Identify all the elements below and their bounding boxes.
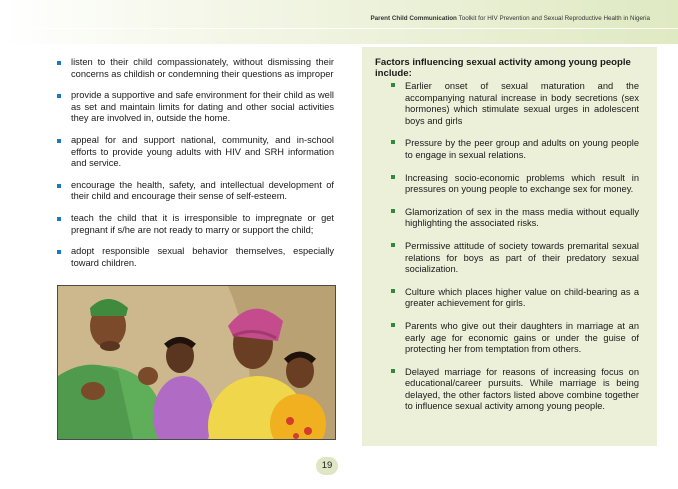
square-bullet-icon bbox=[391, 83, 395, 87]
header-band bbox=[0, 0, 678, 44]
header-title-rest: Toolkit for HIV Prevention and Sexual Reproductive Health in Nigeria bbox=[456, 15, 650, 22]
list-item: Glamorization of sex in the mass media without equally highlighting the associated risks. bbox=[391, 207, 639, 230]
square-bullet-icon bbox=[57, 184, 61, 188]
square-bullet-icon bbox=[57, 217, 61, 221]
list-item: appeal for and support national, community, and in-school efforts to provide young adults with HIV and SRH information and service. bbox=[57, 135, 334, 170]
list-item: Increasing socio-economic problems which result in pressures on young people to exchange sex for money. bbox=[391, 173, 639, 196]
square-bullet-icon bbox=[391, 140, 395, 144]
running-header bbox=[370, 15, 650, 22]
family-illustration bbox=[57, 285, 336, 440]
page-number: 19 bbox=[316, 457, 338, 475]
list-item: Pressure by the peer group and adults on young people to engage in sexual relations. bbox=[391, 138, 639, 161]
list-item: listen to their child compassionately, without dismissing their concerns as childish or condemning their questions as improper bbox=[57, 57, 334, 80]
list-item: teach the child that it is irresponsible to impregnate or get pregnant if s/he are not ready to marry or support the child; bbox=[57, 213, 334, 236]
list-item: Parents who give out their daughters in marriage at an early age for economic gains or under the guise of protecting her from temptation from others. bbox=[391, 321, 639, 356]
square-bullet-icon bbox=[57, 94, 61, 98]
header-rule bbox=[0, 28, 678, 29]
square-bullet-icon bbox=[391, 289, 395, 293]
list-item: Permissive attitude of society towards premarital sexual relations for boys as part of their predatory sexual socialization. bbox=[391, 241, 639, 276]
square-bullet-icon bbox=[391, 369, 395, 373]
factors-title: Factors influencing sexual activity among young people include: bbox=[375, 57, 631, 79]
header-title-bold: Parent Child Communication bbox=[370, 15, 457, 22]
list-item: Culture which places higher value on child-bearing as a greater achievement for girls. bbox=[391, 287, 639, 310]
square-bullet-icon bbox=[391, 323, 395, 327]
parent-role-list bbox=[57, 57, 334, 269]
factors-list bbox=[391, 81, 639, 413]
list-item: provide a supportive and safe environment for their child as well as set and maintain limits for dating and other social activities they are involved in, outside the home. bbox=[57, 90, 334, 125]
square-bullet-icon bbox=[391, 209, 395, 213]
list-item: encourage the health, safety, and intellectual development of their child and encourage their sense of self-esteem. bbox=[57, 180, 334, 203]
square-bullet-icon bbox=[57, 139, 61, 143]
list-item: Delayed marriage for reasons of increasing focus on educational/career pursuits. While marriage is being delayed, the other factors listed above combine together to influence sexual activity among young people. bbox=[391, 367, 639, 413]
factors-box bbox=[362, 47, 657, 446]
square-bullet-icon bbox=[391, 243, 395, 247]
square-bullet-icon bbox=[57, 250, 61, 254]
family-illustration-graphic bbox=[58, 286, 335, 439]
list-item: Earlier onset of sexual maturation and the accompanying natural increase in body secretions (sex hormones) which stimulate sexual urges in adolescent boys and girls bbox=[391, 81, 639, 127]
list-item: adopt responsible sexual behavior themselves, especially toward children. bbox=[57, 246, 334, 269]
square-bullet-icon bbox=[391, 175, 395, 179]
square-bullet-icon bbox=[57, 61, 61, 65]
